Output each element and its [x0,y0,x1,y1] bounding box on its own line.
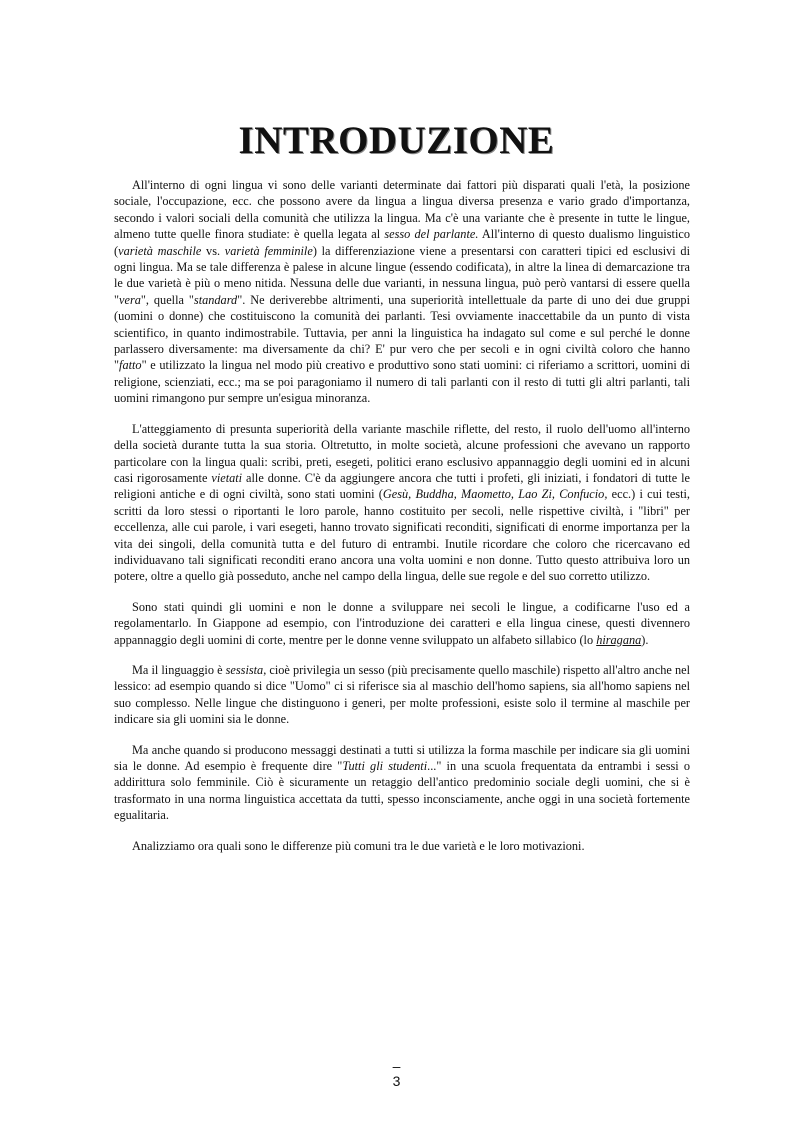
footer-dash: – [392,1058,401,1074]
text-run: Sono stati quindi gli uomini e non le donne a sviluppare nei secoli le lingue, a codificarne l'uso ed a regolamentarlo. In Giappone ad esempio, con l'introduzione dei caratteri e ella lingua cinese, questi divennero appannaggio degli uomini di corte, mentre per le donne venne sviluppato un alfabeto sillabico (lo [114,599,690,647]
text-run: " e utilizzato la lingua nel modo più creativo e produttivo sono stati uomini: ci riferiamo a scrittori, uomini di religione, scienziati, ecc.; ma se poi paragoniamo il numero di tali parlanti con il resto di tutti gli altri parlanti, tali uomini rimangono pur sempre un'esigua minoranza. [114,358,690,406]
italic-underlined-run: hiragana [596,632,642,647]
text-run: ecc.) i cui testi, scritti da loro stessi o riportanti le loro parole, hanno costituito per secoli, nelle rispettive civiltà, i "libri" per eccellenza, alle cui parole, i vari esegeti, hanno trovato significati reconditi, significati di enorme importanza per la vita dei singoli, della comunità tutta e del futuro di entrambi. Inutile ricordare che coloro che ricercavano ed individuavano tali significati reconditi erano ancora una volta uomini e non donne. Tutto questo attribuiva loro un potere, oltre a quello già posseduto, anche nel campo della lingua, delle sue regole e del suo corretto utilizzo. [114,487,690,584]
text-run: alle donne. C'è da aggiungere ancora che tutti i profeti, gli iniziati, i fondatori di tutte le religioni antiche e di ogni civiltà, sono stati uomini ( [114,470,691,502]
italic-run: Gesù, Buddha, Maometto, Lao Zi, Confucio, [382,487,608,502]
text-run: L'atteggiamento di presunta superiorità della variante maschile riflette, del resto, il ruolo dell'uomo all'interno della società durante tutta la sua storia. Oltretutto, in molte società, alcune professioni che avevano un rapporto particolare con la lingua quali: scribi, preti, esegeti, politici erano esclusivo appannaggio degli uomini ed in alcuni casi rigorosamente [114,421,690,485]
text-run: vs. [201,243,225,258]
text-run: ..." in una scuola frequentata da entrambi i sessi o addirittura solo femminile. Ciò è sicuramente un retaggio dell'antico predominio sociale degli uomini, che si è trasformato in una norma linguistica accettata da tutti, spesso inconsciamente, anche oggi in una società fortemente egualitaria. [114,759,690,823]
italic-run: varietà maschile [118,243,202,258]
page-title: INTRODUZIONE [238,119,555,162]
italic-run: Tutti gli studenti [342,759,428,773]
text-run: , cioè privilegia un sesso (più precisamente quello maschile) rispetto all'altro anche nel lessico: ad esempio quando si dice "Uomo" ci si riferisce sia al maschio dell'homo sapiens, sia all'homo sapiens nel suo complesso. Nelle lingue che distinguono i generi, per molte professioni, esiste solo il termine al maschile per indicare sia gli uomini sia le donne. [114,662,690,727]
page-footer [0,1060,793,1090]
text-run: All'interno di ogni lingua vi sono delle varianti determinate dai fattori più disparati quali l'età, la posizione sociale, l'occupazione, ecc. che possono avere da lingua a lingua diversa presenza e vario grado d'importanza, secondo i valori sociali della comunità che utilizza la lingua. Ma c'è una variante che è presente in tutte le lingue, almeno tutte quelle finora studiate: è quella legata al [114,178,690,242]
paragraph-4 [114,662,690,728]
text-run: Ma il linguaggio è [132,662,226,677]
text-run: ). [641,632,649,647]
body-text [114,177,690,868]
text-run: Ma anche quando si producono messaggi destinati a tutti si utilizza la forma maschile per indicare sia gli uomini sia le donne. Ad esempio è frequente dire " [114,742,690,773]
italic-run: vera [119,292,141,307]
paragraph-1 [114,177,690,407]
page-number: 3 [392,1073,401,1089]
paragraph-5 [114,742,690,824]
italic-run: sessista [225,662,264,677]
italic-run: varietà femminile [224,243,313,258]
text-run: All'interno di questo dualismo linguistico ( [114,227,690,258]
italic-run: fatto [119,358,142,373]
paragraph-3 [114,599,690,648]
italic-run: standard [193,292,238,307]
text-run: ". Ne deriverebbe altrimenti, una superiorità intellettuale da parte di uno dei due gruppi (uomini o donne) che costituiscono la comunità dei parlanti. Tesi ovviamente inaccettabile da un punto di vista scientifico, in quanto indimostrabile. Tuttavia, per anni la linguistica ha indagato sul come e sul perché le donne parlassero diversamente: ma diversamente da chi? E' pur vero che per secoli e in ogni civiltà coloro che hanno " [114,292,690,373]
paragraph-6: Analizziamo ora quali sono le differenze più comuni tra le due varietà e le loro motivazioni. [132,838,585,853]
italic-run: sesso del parlante. [384,227,479,242]
text-run: ) la differenziazione viene a presentarsi con caratteri tipici ed esclusivi di ogni lingua. Ma se tale differenza è palese in alcune lingue (essendo codificata), in altre la linea di demarcazione tra le due varietà è più o meno nitida. Nessuna delle due varianti, in nessuna lingua, può però vantarsi di essere quella " [114,243,690,307]
italic-run: vietati [211,470,243,485]
paragraph-2 [114,421,690,585]
text-run: ", quella " [140,292,194,307]
